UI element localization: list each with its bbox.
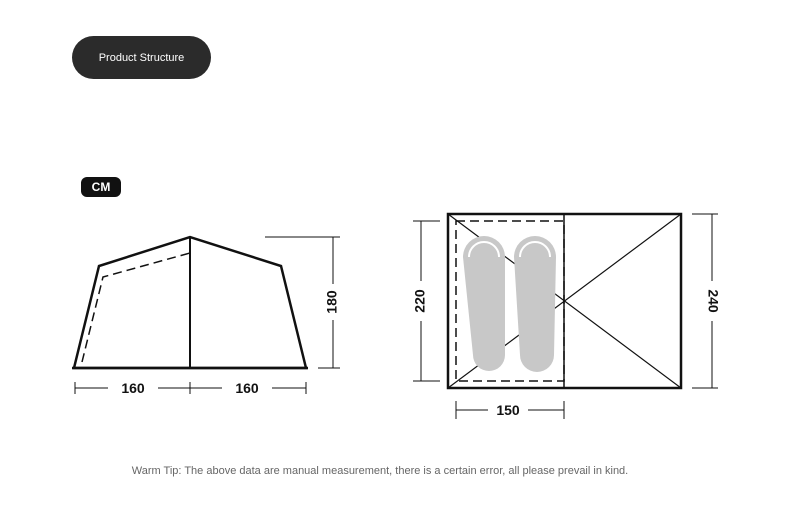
- unit-label: CM: [91, 180, 111, 194]
- inner-room-width-label: 150: [496, 402, 520, 418]
- side-view: [72, 237, 340, 394]
- sleeping-bags: [463, 236, 556, 372]
- side-width-right-label: 160: [235, 380, 259, 396]
- warm-tip: Warm Tip: The above data are manual measurement, there is a certain error, all please prevail in kind.: [131, 465, 629, 477]
- floor-length-label: 240: [705, 289, 722, 313]
- sleeping-bag-icon: [463, 236, 505, 371]
- floor-depth-label: 220: [411, 289, 428, 313]
- section-title: Product Structure: [98, 51, 185, 64]
- sleeping-bag-icon: [514, 236, 556, 372]
- side-height-label: 180: [323, 290, 340, 314]
- side-width-left-label: 160: [121, 380, 145, 396]
